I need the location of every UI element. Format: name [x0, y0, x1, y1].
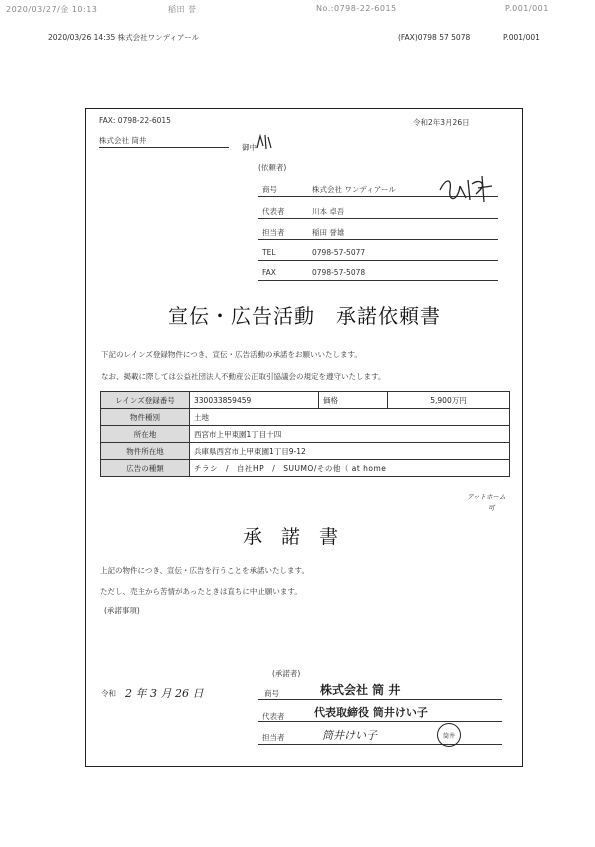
table-value-location: 兵庫県西宮市上甲東園1丁目9-12	[190, 443, 510, 460]
document-title: 宣伝・広告活動 承諾依頼書	[168, 304, 441, 328]
table-label-location: 物件所在地	[101, 443, 190, 460]
addressee-suffix: 御中	[242, 143, 257, 152]
table-row	[101, 460, 510, 477]
table-row	[101, 426, 510, 443]
approval-title: 承 諾 書	[243, 526, 339, 548]
requester-value-2: 稲田 誉雄	[312, 228, 345, 237]
table-row	[101, 392, 510, 409]
table-row	[101, 443, 510, 460]
body-line-2: なお、掲載に際しては公益社団法人不動産公正取引協議会の規定を遵守いたします。	[101, 372, 386, 381]
table-value-price: 5,900万円	[388, 392, 510, 409]
addressee: 株式会社 筒井	[99, 136, 147, 145]
approver-key-1: 代表者	[262, 712, 285, 721]
requester-key-3: TEL	[262, 248, 276, 257]
handwritten-note: アットホーム	[467, 493, 506, 501]
handwritten-initial-mark	[254, 132, 274, 152]
table-value-reins: 330033859459	[190, 392, 319, 409]
body-line-1: 下記のレインズ登録物件につき、宣伝・広告活動の承諾をお願いいたします。	[101, 350, 362, 359]
approval-note: (承諾事項)	[104, 606, 140, 615]
requester-signature-mark	[436, 172, 496, 206]
table-label-adtype: 広告の種類	[101, 460, 190, 477]
approver-value-2: 筒井けい子	[322, 729, 377, 742]
approver-value-0: 株式会社 筒 井	[320, 683, 401, 697]
requester-value-4: 0798-57-5078	[312, 268, 366, 277]
table-label-reins: レインズ登録番号	[101, 392, 190, 409]
approver-value-1: 代表取締役 筒井けい子	[314, 706, 428, 719]
approver-key-2: 担当者	[262, 733, 285, 742]
inner-fax-datetime-sender: 2020/03/26 14:35 株式会社ワンディアール	[48, 33, 200, 42]
requester-key-1: 代表者	[262, 207, 285, 216]
outer-fax-page: P.001/001	[505, 4, 549, 13]
table-label-type: 物件種別	[101, 409, 190, 426]
approval-date-prefix: 令和	[101, 689, 116, 698]
approver-key-0: 商号	[264, 689, 279, 698]
table-row	[101, 409, 510, 426]
approver-label: (承諾者)	[272, 669, 301, 678]
requester-value-3: 0798-57-5077	[312, 248, 366, 257]
requester-key-2: 担当者	[262, 228, 285, 237]
requester-label: (依頼者)	[258, 163, 287, 172]
outer-fax-recipient: 稲田 誉	[168, 5, 197, 14]
seal-stamp: 筒井	[437, 723, 461, 747]
table-value-owner: 西宮市上甲東園1丁目十四	[190, 426, 510, 443]
approval-line-1: 上記の物件につき、宣伝・広告を行うことを承諾いたします。	[100, 566, 309, 575]
inner-fax-page: P.001/001	[503, 33, 540, 42]
approval-date-value: 2 年 3 月 26 日	[125, 687, 204, 700]
inner-fax-number: (FAX)0798 57 5078	[398, 33, 471, 42]
outer-fax-number: No.:0798-22-6015	[316, 4, 397, 13]
property-table	[100, 391, 510, 477]
requester-key-0: 商号	[262, 185, 277, 194]
letter-date: 令和2年3月26日	[413, 118, 470, 127]
table-label-price: 価格	[319, 392, 388, 409]
table-label-owner: 所在地	[101, 426, 190, 443]
requester-value-0: 株式会社 ワンディアール	[312, 185, 396, 194]
fax-to: FAX: 0798-22-6015	[99, 116, 171, 125]
outer-fax-datetime: 2020/03/27/金 10:13	[6, 5, 98, 14]
table-value-type: 土地	[190, 409, 510, 426]
requester-value-1: 川本 卓吾	[312, 207, 345, 216]
handwritten-note-2: 可	[488, 504, 495, 512]
table-value-adtype: チラシ / 自社HP / SUUMO/その他（ at home	[190, 460, 510, 477]
requester-key-4: FAX	[262, 268, 276, 277]
approval-line-2: ただし、売主から苦情があったときは直ちに中止願います。	[100, 587, 302, 596]
